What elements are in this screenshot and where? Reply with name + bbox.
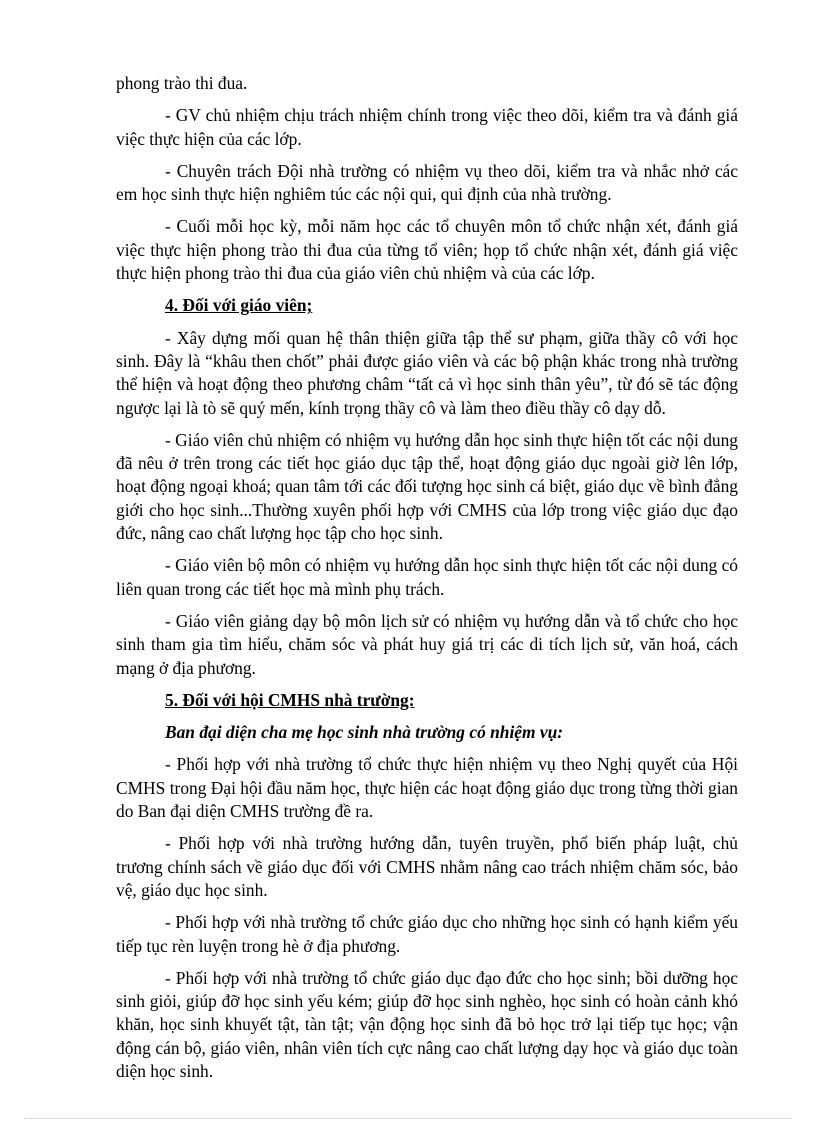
paragraph-phoi-hop-nghi-quyet: - Phối hợp với nhà trường tổ chức thực hiện nhiệm vụ theo Nghị quyết của Hội CMHS trong Đại hội đầu năm học, thực hiện các hoạt động giáo dục trong từng thời gian do Ban đại diện CMHS trường đề ra. [116,754,738,822]
section-heading-hoi-cmhs: 5. Đối với hội CMHS nhà trường: [165,689,415,710]
paragraph-gv-lich-su: - Giáo viên giảng dạy bộ môn lịch sử có nhiệm vụ hướng dẫn và tổ chức cho học sinh tham gia tìm hiểu, chăm sóc và phát huy giá trị các di tích lịch sử, văn hoá, cách mạng ở địa phương. [116,610,738,678]
paragraph-chuyen-trach-doi: - Chuyên trách Đội nhà trường có nhiệm vụ theo dõi, kiểm tra và nhắc nhở các em học sinh thực hiện nghiêm túc các nội qui, qui định của nhà trường. [116,160,738,205]
paragraph-gv-chu-nhiem: - GV chủ nhiệm chịu trách nhiệm chính trong việc theo dõi, kiểm tra và đánh giá việc thực hiện của các lớp. [116,105,738,149]
paragraph-phoi-hop-tuyen-truyen: - Phối hợp với nhà trường hướng dẫn, tuyên truyền, phổ biến pháp luật, chủ trương chính sách về giáo dục đối với CMHS nhằm nâng cao trách nhiệm chăm sóc, bảo vệ, giáo dục học sinh. [116,833,738,900]
paragraph-gv-chu-nhiem-nhiem-vu: - Giáo viên chủ nhiệm có nhiệm vụ hướng dẫn học sinh thực hiện tốt các nội dung đã nêu ở trên trong các tiết học giáo dục tập thể, hoạt động giáo dục ngoài giờ lên lớp, hoạt động ngoại khoá; quan tâm tới các đối tượng học sinh cá biệt, giáo dục về bình đẳng giới cho học sinh...Thường xuyên phối hợp với CMHS của lớp trong việc giáo dục đạo đức, nâng cao chất lượng học tập cho học sinh. [116,429,738,544]
paragraph-xay-dung-quan-he: - Xây dựng mối quan hệ thân thiện giữa tập thể sư phạm, giữa thầy cô với học sinh. Đây là “khâu then chốt” phải được giáo viên và các bộ phận khác trong nhà trường thể hiện và hoạt động theo phương châm “tất cả vì học sinh thân yêu”, từ đó sẽ tác động ngược lại là tò sẽ quý mến, kính trọng thầy cô và làm theo điều thầy cô dạy dỗ. [116,327,738,418]
subheading-ban-dai-dien: Ban đại diện cha mẹ học sinh nhà trường có nhiệm vụ: [165,722,564,743]
document-page [116,72,738,1092]
paragraph-gv-bo-mon: - Giáo viên bộ môn có nhiệm vụ hướng dẫn học sinh thực hiện tốt các nội dung có liên quan trong các tiết học mà mình phụ trách. [116,555,738,599]
paragraph-cuoi-hoc-ky: - Cuối mỗi học kỳ, mỗi năm học các tổ chuyên môn tổ chức nhận xét, đánh giá việc thực hiện phong trào thi đua của từng tổ viên; họp tổ chức nhận xét, đánh giá việc thực hiện phong trào thi đua của giáo viên chủ nhiệm và của các lớp. [116,216,738,284]
paragraph-phoi-hop-hanh-kiem: - Phối hợp với nhà trường tổ chức giáo dục cho những học sinh có hạnh kiểm yếu tiếp tục rèn luyện trong hè ở địa phương. [116,912,738,956]
paragraph-phoi-hop-dao-duc: - Phối hợp với nhà trường tổ chức giáo dục đạo đức cho học sinh; bồi dưỡng học sinh giỏi, giúp đỡ học sinh yếu kém; giúp đỡ học sinh nghèo, học sinh có hoàn cảnh khó khăn, học sinh khuyết tật, tàn tật; vận động học sinh đã bỏ học trở lại tiếp tục học; vận động cán bộ, giáo viên, nhân viên tích cực nâng cao chất lượng dạy học và giáo dục toàn diện học sinh. [116,967,738,1081]
paragraph-continuation: phong trào thi đua. [116,73,248,93]
section-heading-giao-vien: 4. Đối với giáo viên; [165,295,313,316]
page-bottom-divider [24,1118,792,1119]
